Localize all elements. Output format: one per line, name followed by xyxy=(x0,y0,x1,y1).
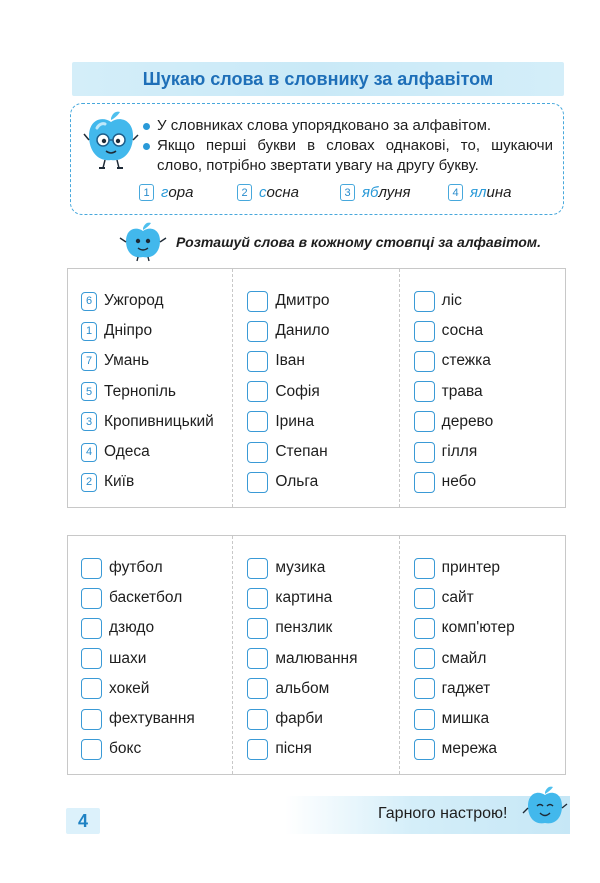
order-number-box[interactable]: 4 xyxy=(81,443,97,462)
word-row xyxy=(81,407,232,437)
order-number-box[interactable] xyxy=(414,472,435,493)
order-number-box[interactable] xyxy=(414,709,435,730)
word-label: фехтування xyxy=(109,710,195,728)
order-number-box[interactable] xyxy=(414,381,435,402)
word-row xyxy=(247,407,398,437)
order-number-box[interactable] xyxy=(414,442,435,463)
order-number-box[interactable] xyxy=(414,678,435,699)
word-column xyxy=(68,536,232,774)
word-label: шахи xyxy=(109,649,147,667)
example-rest: ора xyxy=(168,184,194,201)
word-label: футбол xyxy=(109,559,163,577)
word-label: Данило xyxy=(275,322,330,340)
word-label: сайт xyxy=(441,589,474,607)
word-row xyxy=(81,346,232,376)
order-number-box[interactable]: 2 xyxy=(81,473,97,492)
word-row xyxy=(414,704,565,734)
word-row xyxy=(81,583,232,613)
example-rest: осна xyxy=(266,184,299,201)
example-highlight: г xyxy=(161,184,169,201)
instruction: Розташуй слова в кожному стовпці за алфавітом. xyxy=(176,234,542,250)
word-row xyxy=(81,377,232,407)
word-row xyxy=(81,734,232,764)
word-label: Софія xyxy=(275,382,320,400)
word-row xyxy=(81,644,232,674)
word-label: смайл xyxy=(441,649,487,667)
word-row xyxy=(247,467,398,497)
order-number-box[interactable] xyxy=(247,618,268,639)
examples xyxy=(139,184,546,201)
word-label: картина xyxy=(275,589,333,607)
word-row xyxy=(414,644,565,674)
word-label: трава xyxy=(441,382,483,400)
example-item xyxy=(448,184,546,201)
page-number: 4 xyxy=(66,808,100,834)
word-row xyxy=(247,583,398,613)
rules xyxy=(143,116,553,176)
apple-mascot-icon xyxy=(83,110,139,172)
order-number-box[interactable] xyxy=(247,709,268,730)
example-rest: луня xyxy=(378,184,411,201)
word-row xyxy=(414,734,565,764)
order-number-box[interactable] xyxy=(81,648,102,669)
order-number-box[interactable] xyxy=(414,739,435,760)
order-number-box[interactable] xyxy=(247,291,268,312)
word-label: хокей xyxy=(109,679,150,697)
order-number-box[interactable]: 5 xyxy=(81,382,97,401)
order-number-box[interactable]: 7 xyxy=(81,352,97,371)
word-row xyxy=(247,437,398,467)
order-number-box[interactable] xyxy=(414,291,435,312)
example-number: 1 xyxy=(139,184,154,201)
page-title: Шукаю слова в словнику за алфавітом xyxy=(142,69,494,89)
word-row xyxy=(247,286,398,316)
word-row xyxy=(81,613,232,643)
order-number-box[interactable] xyxy=(414,351,435,372)
word-row xyxy=(247,316,398,346)
order-number-box[interactable] xyxy=(247,411,268,432)
order-number-box[interactable] xyxy=(247,381,268,402)
footer-text: Гарного настрою! xyxy=(378,805,508,822)
word-label: альбом xyxy=(275,679,330,697)
order-number-box[interactable] xyxy=(81,709,102,730)
order-number-box[interactable] xyxy=(81,558,102,579)
word-column xyxy=(68,269,232,507)
order-number-box[interactable] xyxy=(247,558,268,579)
word-label: фарби xyxy=(275,710,323,728)
word-row xyxy=(414,583,565,613)
word-table-1 xyxy=(67,268,566,508)
order-number-box[interactable] xyxy=(247,739,268,760)
example-item xyxy=(340,184,448,201)
word-column xyxy=(399,536,565,774)
order-number-box[interactable] xyxy=(247,588,268,609)
word-row xyxy=(414,407,565,437)
order-number-box[interactable] xyxy=(414,618,435,639)
word-row xyxy=(247,704,398,734)
word-row xyxy=(414,674,565,704)
example-number: 2 xyxy=(237,184,252,201)
rule-item xyxy=(143,136,553,176)
word-label: Одеса xyxy=(104,443,150,461)
word-row xyxy=(414,286,565,316)
word-label: баскетбол xyxy=(109,589,183,607)
word-label: комп'ютер xyxy=(441,619,515,637)
rule-text: Якщо перші букви в словах однакові, то, шукаючи слово, потрібно звертати увагу на другу букву. xyxy=(157,137,553,174)
word-row xyxy=(81,704,232,734)
word-label: пісня xyxy=(275,740,312,758)
word-label: Дмитро xyxy=(275,292,330,310)
word-label: Ольга xyxy=(275,473,319,491)
example-number: 4 xyxy=(448,184,463,201)
word-label: гілля xyxy=(441,443,478,461)
word-label: Іван xyxy=(275,352,305,370)
word-label: стежка xyxy=(441,352,491,370)
word-row xyxy=(247,674,398,704)
word-label: музика xyxy=(275,559,326,577)
word-label: Степан xyxy=(275,443,328,461)
word-label: дерево xyxy=(441,412,494,430)
word-row xyxy=(414,316,565,346)
word-label: небо xyxy=(441,473,477,491)
order-number-box[interactable] xyxy=(81,588,102,609)
rule-box xyxy=(70,103,564,215)
example-item xyxy=(139,184,237,201)
bullet-icon xyxy=(143,123,150,130)
word-label: Тернопіль xyxy=(104,382,176,400)
word-row xyxy=(81,286,232,316)
order-number-box[interactable]: 1 xyxy=(81,322,97,341)
word-row xyxy=(414,613,565,643)
order-number-box[interactable] xyxy=(247,678,268,699)
order-number-box[interactable] xyxy=(81,739,102,760)
word-label: бокс xyxy=(109,740,142,758)
word-label: дзюдо xyxy=(109,619,155,637)
word-row xyxy=(81,316,232,346)
example-highlight: яб xyxy=(362,184,379,201)
title-bar xyxy=(72,62,564,96)
order-number-box[interactable] xyxy=(247,442,268,463)
order-number-box[interactable] xyxy=(414,648,435,669)
word-column xyxy=(399,269,565,507)
word-row xyxy=(414,437,565,467)
example-number: 3 xyxy=(340,184,355,201)
word-label: ліс xyxy=(441,292,462,310)
order-number-box[interactable] xyxy=(414,558,435,579)
word-label: Умань xyxy=(104,352,150,370)
order-number-box[interactable] xyxy=(247,351,268,372)
example-highlight: с xyxy=(259,184,267,201)
apple-mascot-icon xyxy=(522,786,568,830)
word-row xyxy=(81,437,232,467)
word-label: Київ xyxy=(104,473,135,491)
order-number-box[interactable] xyxy=(81,618,102,639)
word-row xyxy=(81,467,232,497)
word-row xyxy=(414,553,565,583)
word-row xyxy=(247,553,398,583)
rule-item xyxy=(143,116,553,136)
order-number-box[interactable] xyxy=(247,321,268,342)
word-row xyxy=(247,734,398,764)
example-highlight: ял xyxy=(470,184,487,201)
word-row xyxy=(81,674,232,704)
word-row xyxy=(81,553,232,583)
word-label: пензлик xyxy=(275,619,333,637)
example-item xyxy=(237,184,340,201)
word-label: сосна xyxy=(441,322,484,340)
order-number-box[interactable] xyxy=(414,321,435,342)
rule-text: У словниках слова упорядковано за алфавітом. xyxy=(157,117,492,134)
word-column xyxy=(232,269,398,507)
order-number-box[interactable]: 6 xyxy=(81,292,97,311)
bullet-icon xyxy=(143,143,150,150)
word-table-2 xyxy=(67,535,566,775)
word-label: принтер xyxy=(441,559,501,577)
example-rest: ина xyxy=(486,184,512,201)
word-row xyxy=(247,377,398,407)
word-label: Дніпро xyxy=(104,322,153,340)
word-label: Кропивницький xyxy=(104,412,214,430)
word-row xyxy=(414,346,565,376)
word-label: Ірина xyxy=(275,412,315,430)
word-row xyxy=(414,377,565,407)
apple-mascot-icon xyxy=(118,222,168,262)
order-number-box[interactable]: 3 xyxy=(81,412,97,431)
word-label: малювання xyxy=(275,649,358,667)
order-number-box[interactable] xyxy=(247,472,268,493)
word-row xyxy=(247,346,398,376)
word-label: Ужгород xyxy=(104,292,164,310)
order-number-box[interactable] xyxy=(414,588,435,609)
order-number-box[interactable] xyxy=(247,648,268,669)
word-label: мишка xyxy=(441,710,490,728)
order-number-box[interactable] xyxy=(414,411,435,432)
word-row xyxy=(247,613,398,643)
word-column xyxy=(232,536,398,774)
word-row xyxy=(414,467,565,497)
order-number-box[interactable] xyxy=(81,678,102,699)
word-row xyxy=(247,644,398,674)
word-label: гаджет xyxy=(441,679,491,697)
word-label: мережа xyxy=(441,740,497,758)
